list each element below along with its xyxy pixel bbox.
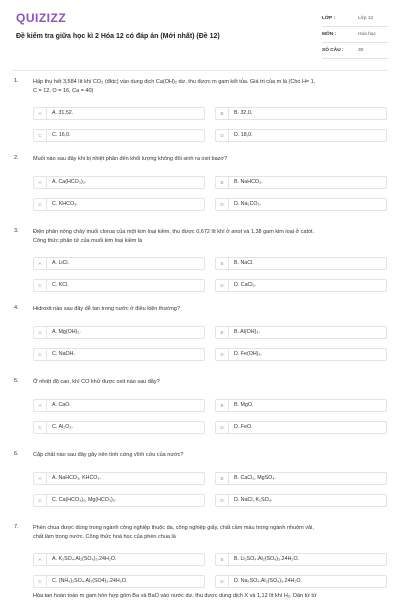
- option-letter: A: [34, 554, 47, 565]
- option-letter: D: [216, 280, 229, 291]
- question-number: 1.: [14, 78, 19, 84]
- option-text: D. Na₂SO₄.Al₂(SO₄)₃.24H₂O.: [234, 578, 302, 584]
- meta-row-count: [322, 43, 388, 59]
- question-text-line: Điện phân nóng chảy muối clorua của một kim loại kiềm, thu được 0,672 lít khí ở anot và 1,38 gam kim loại ở catot.: [33, 229, 315, 235]
- question-list: [0, 78, 400, 601]
- answer-option-a[interactable]: [33, 399, 205, 412]
- question-text: [33, 228, 387, 246]
- worksheet-header: [0, 0, 400, 62]
- option-text: D. Fe(OH)₃.: [234, 351, 263, 357]
- question-4: [0, 305, 400, 378]
- question-text-line: Phèn chua được dùng trong ngành công nghiệp thuộc da, công nghiệp giấy, chất cầm màu trong ngành nhuộm vải,: [33, 525, 314, 531]
- option-letter: D: [216, 422, 229, 433]
- option-letter: B: [216, 177, 229, 188]
- option-letter: A: [34, 258, 47, 269]
- option-text: D. FeO.: [234, 424, 253, 430]
- answer-option-c[interactable]: [33, 348, 205, 361]
- option-text: A. CaO.: [52, 402, 71, 408]
- option-text: A. Mg(OH)₂.: [52, 329, 81, 335]
- option-letter: A: [34, 108, 47, 119]
- question-number: 3.: [14, 228, 19, 234]
- option-letter: C: [34, 422, 47, 433]
- question-number: 6.: [14, 451, 19, 457]
- answer-option-b[interactable]: [215, 326, 387, 339]
- option-text: B. NaHCO₃.: [234, 179, 263, 185]
- answer-option-d[interactable]: [215, 494, 387, 507]
- option-text: A. LiCl.: [52, 260, 70, 266]
- option-letter: A: [34, 177, 47, 188]
- option-text: A. K₂SO₄.Al₂(SO₄)₃.24H₂O.: [52, 556, 117, 562]
- answer-option-d[interactable]: [215, 421, 387, 434]
- meta-label: SỐ CÂU :: [322, 48, 344, 53]
- answer-option-d[interactable]: [215, 129, 387, 142]
- meta-row-subject: [322, 27, 388, 43]
- option-text: C. KHCO₃.: [52, 201, 78, 207]
- option-letter: A: [34, 400, 47, 411]
- question-text-line: Muối nào sau đây khi bị nhiệt phân đến khối lượng không đổi sinh ra oxit bazơ?: [33, 156, 228, 162]
- option-text: C. NaOH.: [52, 351, 75, 357]
- option-letter: C: [34, 576, 47, 587]
- option-letter: B: [216, 258, 229, 269]
- option-text: D. CaCl₂.: [234, 282, 257, 288]
- option-letter: D: [216, 495, 229, 506]
- option-letter: D: [216, 576, 229, 587]
- question-number: 7.: [14, 524, 19, 530]
- option-text: A. Ca(HCO₃)₂.: [52, 179, 87, 185]
- option-letter: B: [216, 473, 229, 484]
- answer-option-a[interactable]: [33, 176, 205, 189]
- option-text: D. 18,0.: [234, 132, 253, 138]
- option-letter: B: [216, 554, 229, 565]
- option-text: B. 32,0.: [234, 110, 253, 116]
- question-6: [0, 451, 400, 524]
- meta-row-class: [322, 11, 388, 27]
- answer-option-a[interactable]: [33, 257, 205, 270]
- answer-option-c[interactable]: [33, 421, 205, 434]
- answer-option-a[interactable]: [33, 326, 205, 339]
- question-text: [33, 305, 387, 314]
- answer-option-b[interactable]: [215, 399, 387, 412]
- answer-option-d[interactable]: [215, 575, 387, 588]
- answer-option-b[interactable]: [215, 553, 387, 566]
- worksheet-title: Đề kiểm tra giữa học kì 2 Hóa 12 có đáp án (Mới nhất) (Đề 12): [16, 33, 220, 40]
- answer-option-c[interactable]: [33, 575, 205, 588]
- meta-value: Lớp 12: [358, 16, 374, 21]
- option-text: D. Na₂CO₃.: [234, 201, 262, 207]
- option-text: C. KCl.: [52, 282, 69, 288]
- question-text-line: Cặp chất nào sau đây gây nên tính cứng vĩnh cửu của nước?: [33, 452, 184, 458]
- option-text: B. Al(OH)₃.: [234, 329, 260, 335]
- question-number: 5.: [14, 378, 19, 384]
- question-1: [0, 78, 400, 155]
- answer-option-c[interactable]: [33, 279, 205, 292]
- header-divider: [12, 70, 388, 71]
- option-text: A. NaHCO₃, KHCO₃.: [52, 475, 102, 481]
- question-text: [33, 155, 387, 164]
- option-letter: A: [34, 473, 47, 484]
- answer-option-a[interactable]: [33, 107, 205, 120]
- option-letter: C: [34, 199, 47, 210]
- answer-option-b[interactable]: [215, 176, 387, 189]
- question-text-line: Công thức phân tử của muối kim loại kiềm là: [33, 238, 143, 244]
- answer-option-d[interactable]: [215, 348, 387, 361]
- option-letter: B: [216, 400, 229, 411]
- question-8-partial-text: Hòa tan hoàn toàn m gam hỗn hợp gồm Ba và BaO vào nước dư, thu được dung dịch X và 1,12 lít khí H₂. Dẫn từ từ: [33, 593, 317, 599]
- meta-value: Hóa học: [358, 32, 376, 37]
- answer-option-a[interactable]: [33, 553, 205, 566]
- question-number: 4.: [14, 305, 19, 311]
- answer-option-a[interactable]: [33, 472, 205, 485]
- answer-option-c[interactable]: [33, 494, 205, 507]
- question-2: [0, 155, 400, 228]
- option-letter: C: [34, 349, 47, 360]
- option-letter: C: [34, 280, 47, 291]
- option-text: C. (NH₄)₂SO₄.Al₂(SO4)₃.24H₂O.: [52, 578, 128, 584]
- question-text-line: C = 12, O = 16, Ca = 40): [33, 88, 94, 94]
- question-5: [0, 378, 400, 451]
- question-text: [33, 78, 387, 96]
- question-3: [0, 228, 400, 305]
- question-text: [33, 524, 387, 542]
- meta-label: MÔN :: [322, 32, 337, 37]
- answer-option-d[interactable]: [215, 198, 387, 211]
- answer-option-b[interactable]: [215, 257, 387, 270]
- question-text-line: Ở nhiệt độ cao, khí CO khử được oxit nào sau đây?: [33, 379, 160, 385]
- option-text: C. 16,0.: [52, 132, 71, 138]
- question-number: 2.: [14, 155, 19, 161]
- option-text: C. Ca(HCO₃)₂, Mg(HCO₃)₂.: [52, 497, 117, 503]
- option-text: A. 31,52.: [52, 110, 74, 116]
- meta-label: LỚP :: [322, 16, 336, 21]
- option-letter: A: [34, 327, 47, 338]
- answer-option-d[interactable]: [215, 279, 387, 292]
- answer-option-c[interactable]: [33, 198, 205, 211]
- answer-option-b[interactable]: [215, 472, 387, 485]
- option-letter: C: [34, 130, 47, 141]
- question-text: [33, 451, 387, 460]
- option-letter: C: [34, 495, 47, 506]
- option-letter: D: [216, 130, 229, 141]
- question-text-line: chất làm trong nước. Công thức hoá học của phèn chua là: [33, 534, 176, 540]
- question-text-line: Hấp thụ hết 3,584 lít khí CO₂ (đktc) vào dung dịch Ca(OH)₂ dư, thu được m gam kết tủa. Giá trị của m là (Cho H= 1,: [33, 79, 316, 85]
- option-letter: D: [216, 349, 229, 360]
- option-text: B. MgO.: [234, 402, 254, 408]
- answer-option-b[interactable]: [215, 107, 387, 120]
- option-text: B. CaCl₂, MgSO₄.: [234, 475, 276, 481]
- question-text: [33, 378, 387, 387]
- quizizz-logo: QUIZIZZ: [16, 11, 67, 25]
- meta-table: [322, 11, 388, 59]
- option-text: C. Al₂O₃.: [52, 424, 73, 430]
- meta-value: 30: [358, 48, 364, 53]
- option-text: D. NaCl, K₂SO₄.: [234, 497, 273, 503]
- option-letter: B: [216, 327, 229, 338]
- question-7: [0, 524, 400, 601]
- option-letter: D: [216, 199, 229, 210]
- option-text: B. NaCl.: [234, 260, 254, 266]
- option-text: B. Li₂SO₄.Al₂(SO₄)₃.24H₂O.: [234, 556, 300, 562]
- option-letter: B: [216, 108, 229, 119]
- question-text-line: Hidroxit nào sau đây dễ tan trong nước ở điều kiện thường?: [33, 306, 180, 312]
- answer-option-c[interactable]: [33, 129, 205, 142]
